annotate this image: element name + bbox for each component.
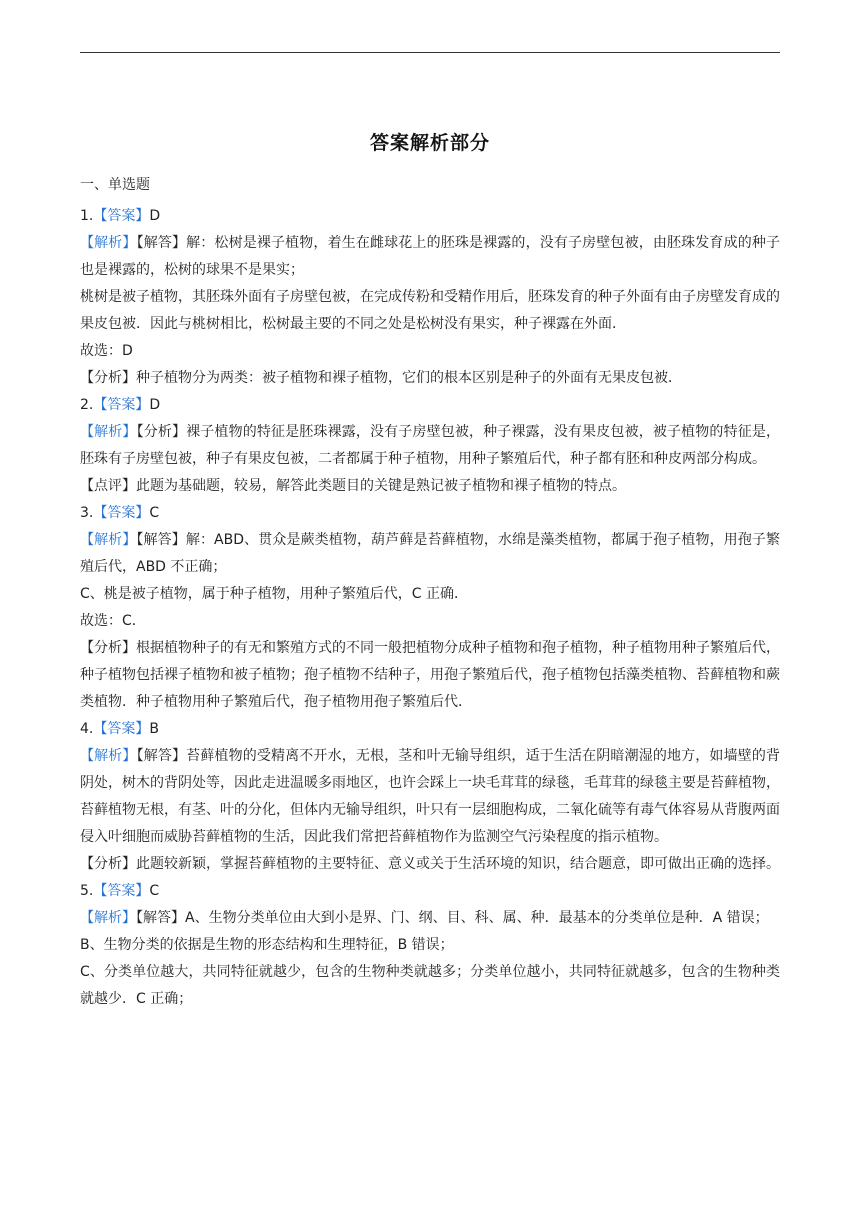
answer-value: D (149, 397, 161, 413)
analysis-tag: 【解析】 (80, 424, 137, 440)
analysis-tag: 【解析】 (80, 910, 136, 926)
section-heading: 一、单选题 (80, 177, 150, 193)
question-number: 2. (80, 397, 94, 413)
question-2-analysis (80, 419, 780, 473)
analysis-tag: 【解析】 (80, 235, 137, 251)
question-3-answer (80, 500, 780, 527)
answer-value: B (149, 721, 159, 737)
document-body (80, 172, 780, 1013)
analysis-text: 【解答】解：松树是裸子植物，着生在雌球花上的胚珠是裸露的，没有子房壁包被，由胚珠发育成的种子也是裸露的，松树的球果不是果实； (80, 235, 781, 278)
question-2-answer (80, 392, 780, 419)
question-number: 1. (80, 208, 94, 224)
answer-tag: 【答案】 (93, 397, 150, 413)
analysis-text: 【解答】解：ABD、贯众是蕨类植物，葫芦藓是苔藓植物，水绵是藻类植物，都属于孢子植物，用孢子繁殖后代，ABD 不正确； (80, 532, 780, 575)
question-3-paragraph-2: C、桃是被子植物，属于种子植物，用种子繁殖后代，C 正确． (80, 586, 468, 602)
question-3-analysis (80, 527, 780, 581)
analysis-tag: 【解析】 (80, 532, 137, 548)
question-2-paragraph-2: 【点评】此题为基础题，较易，解答此类题目的关键是熟记被子植物和裸子植物的特点。 (80, 478, 626, 494)
analysis-text: 【解答】苔藓植物的受精离不开水，无根，茎和叶无输导组织，适于生活在阴暗潮湿的地方，如墙壁的背阴处，树木的背阴处等，因此走进温暖多雨地区，也许会踩上一块毛茸茸的绿毯，毛茸茸的绿毯主要是苔藓植物，苔藓植物无根，有茎、叶的分化，但体内无输导组织，叶只有一层细胞构成，二氧化硫等有毒气体容易从背腹两面侵入叶细胞而威胁苔藓植物的生活，因此我们常把苔藓植物作为监测空气污染程度的指示植物。 (80, 748, 781, 845)
answer-value: D (149, 208, 161, 224)
answer-tag: 【答案】 (93, 505, 150, 521)
question-5-paragraph-3: C、分类单位越大，共同特征就越少，包含的生物种类就越多；分类单位越小，共同特征就越多，包含的生物种类就越少．C 正确； (80, 964, 780, 1007)
question-4-answer (80, 716, 780, 743)
question-3-paragraph-4: 【分析】根据植物种子的有无和繁殖方式的不同一般把植物分成种子植物和孢子植物，种子植物用种子繁殖后代，种子植物包括裸子植物和被子植物；孢子植物不结种子，用孢子繁殖后代，孢子植物包括藻类植物、苔藓植物和蕨类植物．种子植物用种子繁殖后代，孢子植物用孢子繁殖后代． (80, 640, 780, 710)
answer-value: C (149, 505, 160, 521)
question-3-paragraph-3: 故选：C． (80, 613, 146, 629)
question-1-paragraph-3: 故选：D (80, 343, 133, 359)
analysis-text: 【分析】裸子植物的特征是胚珠裸露，没有子房壁包被，种子裸露，没有果皮包被，被子植物的特征是，胚珠有子房壁包被，种子有果皮包被，二者都属于种子植物，用种子繁殖后代，种子都有胚和种皮两部分构成。 (80, 424, 781, 467)
question-1-answer (80, 203, 780, 230)
question-number: 3. (80, 505, 94, 521)
answer-tag: 【答案】 (93, 208, 150, 224)
question-4-analysis (80, 743, 780, 851)
question-number: 4. (80, 721, 94, 737)
question-1-paragraph-2: 桃树是被子植物，其胚珠外面有子房壁包被，在完成传粉和受精作用后，胚珠发育的种子外面有由子房壁发育成的果皮包被．因此与桃树相比，松树最主要的不同之处是松树没有果实，种子裸露在外面． (80, 289, 780, 332)
answer-value: C (149, 883, 160, 899)
analysis-text: 【解答】A、生物分类单位由大到小是界、门、纲、目、科、属、种．最基本的分类单位是种．A 错误； (136, 910, 769, 926)
answer-tag: 【答案】 (93, 883, 150, 899)
question-1-paragraph-4: 【分析】种子植物分为两类：被子植物和裸子植物，它们的根本区别是种子的外面有无果皮包被． (80, 370, 682, 386)
question-5-analysis (80, 905, 780, 932)
question-1-analysis (80, 230, 780, 284)
question-5-paragraph-2: B、生物分类的依据是生物的形态结构和生理特征，B 错误； (80, 937, 454, 953)
page-title: 答案解析部分 (369, 132, 490, 154)
question-5-answer (80, 878, 780, 905)
header-rule (80, 52, 780, 53)
question-number: 5. (80, 883, 94, 899)
analysis-tag: 【解析】 (80, 748, 137, 764)
question-4-paragraph-2: 【分析】此题较新颖，掌握苔藓植物的主要特征、意义或关于生活环境的知识，结合题意，即可做出正确的选择。 (80, 856, 780, 872)
answer-tag: 【答案】 (93, 721, 150, 737)
